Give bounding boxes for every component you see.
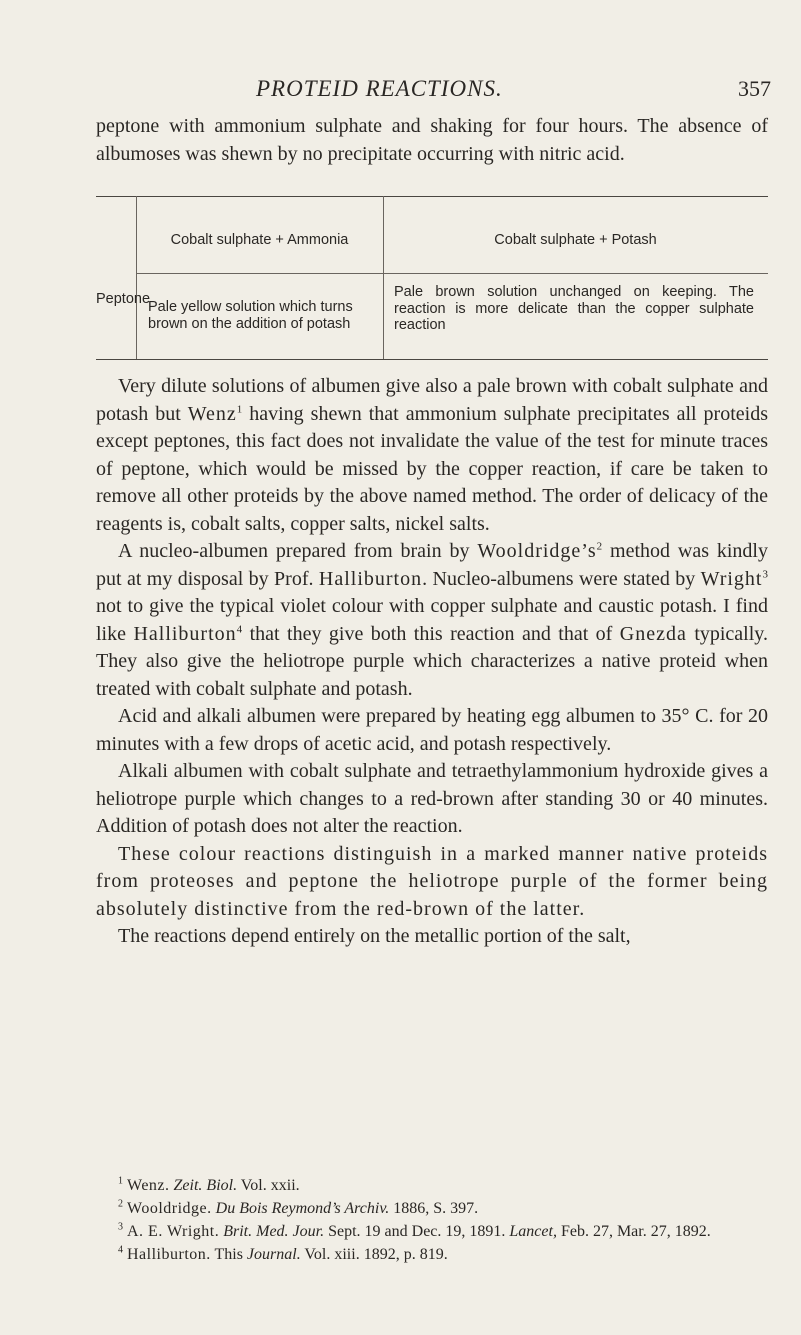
footnote-ref-1: 1 xyxy=(236,402,243,415)
table-divider-2 xyxy=(383,196,384,359)
paragraph-6: The reactions depend entirely on the metallic portion of the salt, xyxy=(118,925,631,947)
footnote-detail: Sept. 19 and Dec. 19, 1891. xyxy=(324,1223,510,1240)
footnote-source: Brit. Med. Jour. xyxy=(223,1223,325,1240)
footnote-pre: This xyxy=(210,1246,247,1263)
footnote-detail: Vol. xiii. 1892, p. 819. xyxy=(300,1246,448,1263)
footnote-author: Wooldridge. xyxy=(127,1200,212,1217)
footnote-ref-4: 4 xyxy=(236,622,243,635)
footnote-mark: 3 xyxy=(118,1221,123,1233)
footnote-1 xyxy=(96,1174,768,1197)
paragraph-2-text-f: typically. They also give the heliotrope purple which characterizes a native proteid when treated with cobalt sulphate and potash. xyxy=(96,622,768,700)
running-head xyxy=(0,76,801,106)
paragraph-3: Acid and alkali albumen were prepared by heating egg albumen to 35° C. for 20 minutes with a few drops of acetic acid, and potash respectively. xyxy=(96,705,768,755)
footnote-source: Journal. xyxy=(246,1246,301,1263)
author-name-gnezda: Gnezda xyxy=(619,622,687,645)
author-name-halliburton-2: Halliburton xyxy=(133,622,237,645)
paragraph-2 xyxy=(96,538,768,703)
table-cell-ammonia: Pale yellow solution which turns brown on the addition of potash xyxy=(148,299,353,332)
footnote-author: A. E. Wright. xyxy=(127,1223,220,1240)
table-divider-1 xyxy=(136,196,137,359)
footnote-detail: Vol. xxii. xyxy=(237,1177,300,1194)
author-name-wright: Wright xyxy=(700,567,763,590)
paragraph-2-text-a: A nucleo-albumen prepared from brain by xyxy=(118,540,478,562)
author-name-halliburton: Halliburton xyxy=(318,567,423,590)
paragraph-4: Alkali albumen with cobalt sulphate and tetraethylammonium hydroxide gives a heliotrope purple which changes to a red-brown after standing 30 or 40 minutes. Addition of potash does not alter the reaction. xyxy=(96,760,768,837)
footnote-ref-3: 3 xyxy=(762,567,768,580)
footnote-source: Zeit. Biol. xyxy=(173,1177,238,1194)
intro-paragraph: peptone with ammonium sulphate and shaking for four hours. The absence of albumoses was shewn by no precipitate occurring with nitric acid. xyxy=(96,115,768,165)
running-title: PROTEID REACTIONS. xyxy=(256,76,503,101)
page-number: 357 xyxy=(738,76,771,101)
intro-block xyxy=(96,113,768,168)
paragraph-1-text-a: Very dilute solutions of albumen give also a pale brown with cobalt sulphate and potash but xyxy=(96,375,768,425)
author-name-wooldridge: Wooldridge’s xyxy=(477,540,597,562)
footnote-2 xyxy=(96,1197,768,1220)
table-cell-potash: Pale brown solution unchanged on keeping. The reaction is more delicate than the copper sulphate reaction xyxy=(394,284,754,333)
footnote-detail: 1886, S. 397. xyxy=(389,1200,479,1217)
table-row-label: Peptone xyxy=(96,291,151,307)
footnotes xyxy=(96,1174,768,1266)
paragraph-2-text-c: . Nucleo-albumens were stated by xyxy=(422,567,701,590)
footnote-detail-2: Feb. 27, Mar. 27, 1892. xyxy=(556,1223,711,1240)
footnote-author: Halliburton. xyxy=(127,1246,211,1263)
paragraph-2-text-b: method was kindly put at my disposal by Prof. xyxy=(96,540,768,590)
footnote-mark: 1 xyxy=(118,1175,123,1187)
table-column-header-potash: Cobalt sulphate + Potash xyxy=(494,232,657,248)
paragraph-5: These colour reactions distinguish in a marked manner native proteids from proteoses and peptone the heliotrope purple of the former being absolutely distinctive from the red-brown of the latter. xyxy=(96,842,768,920)
author-name-wenz: Wenz xyxy=(187,402,237,425)
paragraph-2-text-e: that they give both this reaction and that of xyxy=(242,622,620,645)
paragraph-1-text-b: having shewn that ammonium sulphate precipitates all proteids except peptones, this fact does not invalidate the value of the test for minute traces of peptone, which would be missed by the copper reaction, if care be taken to remove all other proteids by the above named method. The order of delicacy of the reagents is, cobalt salts, copper salts, nickel salts. xyxy=(96,402,768,535)
table-header-rule xyxy=(136,273,768,274)
footnote-ref-2: 2 xyxy=(596,540,603,553)
reaction-table xyxy=(96,196,768,366)
main-text xyxy=(96,373,768,951)
footnote-mark: 2 xyxy=(118,1198,123,1210)
footnote-source: Du Bois Reymond’s Archiv. xyxy=(215,1200,390,1217)
paragraph-1 xyxy=(96,373,768,538)
footnote-source-2: Lancet, xyxy=(509,1223,557,1240)
table-column-header-ammonia: Cobalt sulphate + Ammonia xyxy=(170,232,349,248)
table-top-rule xyxy=(96,196,768,197)
footnote-author: Wenz. xyxy=(127,1177,170,1194)
footnote-4 xyxy=(96,1243,768,1266)
table-bottom-rule xyxy=(96,359,768,360)
footnote-mark: 4 xyxy=(118,1244,123,1256)
footnote-3 xyxy=(96,1220,768,1243)
paragraph-2-text-d: not to give the typical violet colour with copper sulphate and caustic potash. I find like xyxy=(96,595,768,645)
